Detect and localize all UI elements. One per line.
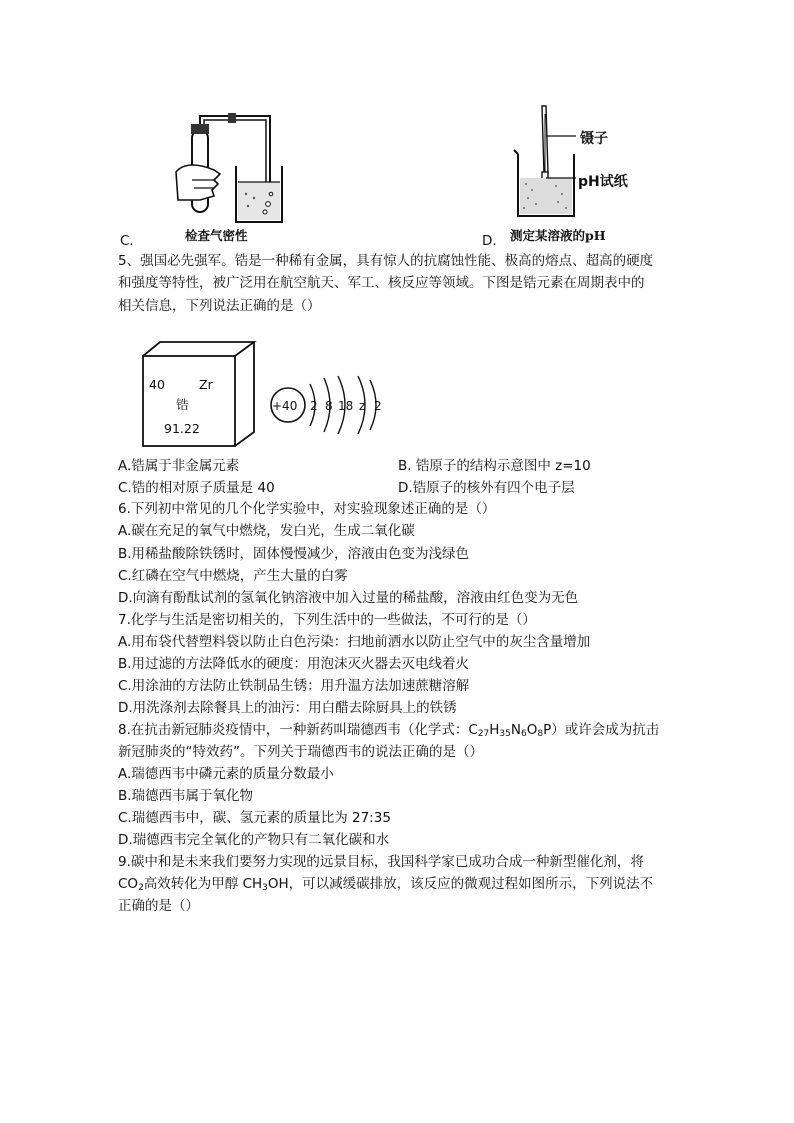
q5-stem-line2: 和强度等特性，被广泛用在航空航天、军工、核反应等领域。下图是锆元素在周期表中的	[118, 275, 645, 291]
q5-stem-line3: 相关信息，下列说法正确的是（）	[118, 298, 321, 314]
q9-text-b: 高效转化为甲醇 CH	[143, 876, 263, 892]
q8-stem-line2: 新冠肺炎的“特效药”。下列关于瑞德西韦的说法正确的是（）	[118, 744, 483, 760]
nucleus-charge: +40	[272, 399, 298, 413]
shell-5: 2	[374, 399, 382, 413]
q9-co2: CO	[118, 876, 139, 892]
q6-option-c: C.红磷在空气中燃烧，产生大量的白雾	[118, 568, 348, 584]
q8-option-b: B.瑞德西韦属于氧化物	[118, 788, 254, 804]
q5-stem-line1: 5、强国必先强军。锆是一种稀有金属，具有惊人的抗腐蚀性能、极高的熔点、超高的硬度	[118, 253, 654, 269]
q8-stem-part-a: 8.在抗击新冠肺炎疫情中，一种新药叫瑞德西韦（化学式：C	[118, 722, 478, 738]
element-atomic-number: 40	[149, 377, 165, 392]
q8-option-c: C.瑞德西韦中，碳、氢元素的质量比为 27:35	[118, 810, 391, 826]
formula-o-symbol: O	[526, 722, 538, 738]
option-c-label: C.	[120, 233, 134, 249]
element-mass: 91.22	[164, 421, 200, 436]
element-name: 锆	[176, 397, 189, 412]
shell-2: 8	[325, 399, 333, 413]
element-symbol: Zr	[199, 377, 213, 392]
option-c-caption: 检查气密性	[185, 228, 248, 243]
q5-option-d: D.锆原子的核外有四个电子层	[398, 480, 575, 496]
q6-option-d: D.向滴有酚酞试剂的氢氧化钠溶液中加入过量的稀盐酸，溶液由红色变为无色	[118, 590, 579, 606]
q5-option-b: B. 锆原子的结构示意图中 z=10	[398, 458, 591, 474]
q8-option-d: D.瑞德西韦完全氧化的产物只有二氧化碳和水	[118, 832, 390, 848]
q7-option-a: A.用布袋代替塑料袋以防止白色污染：扫地前洒水以防止空气中的灰尘含量增加	[118, 634, 591, 650]
q9-stem-line3: 正确的是（）	[118, 898, 199, 914]
q7-stem: 7.化学与生活是密切相关的，下列生活中的一些做法，不可行的是（）	[118, 612, 536, 628]
q5-option-c: C.锆的相对原子质量是 40	[118, 480, 275, 496]
formula-h-count: 35	[499, 729, 511, 739]
q9-ch3-sub: 3	[262, 883, 268, 893]
q5-option-a: A.锆属于非金属元素	[118, 458, 240, 474]
formula-h-symbol: H	[489, 722, 500, 738]
element-cube	[140, 340, 260, 450]
formula-c-count: 27	[477, 729, 490, 739]
tweezers-label: 镊子	[580, 131, 608, 147]
q6-stem: 6.下列初中常见的几个化学实验中，对实验现象述正确的是（）	[118, 501, 496, 517]
shell-3: 18	[338, 399, 354, 413]
q8-option-a: A.瑞德西韦中磷元素的质量分数最小	[118, 766, 334, 782]
q9-text-c: OH，可以减缓碳排放，该反应的微观过程如图所示，下列说法不	[267, 876, 654, 892]
q9-co2-sub: 2	[138, 883, 144, 893]
q6-option-b: B.用稀盐酸除铁锈时，固体慢慢减少，溶液由色变为浅绿色	[118, 546, 470, 562]
q7-option-d: D.用洗涤剂去除餐具上的油污：用白醋去除厨具上的铁锈	[118, 700, 457, 716]
formula-n-symbol: N	[510, 722, 521, 738]
q9-stem-line1: 9.碳中和是未来我们要努力实现的远景目标，我国科学家已成功合成一种新型催化剂，将	[118, 854, 644, 870]
option-d-caption: 测定某溶液的pH	[510, 228, 606, 243]
q7-option-c: C.用涂油的方法防止铁制品生锈：用升温方法加速蔗糖溶解	[118, 678, 470, 694]
option-d-label: D.	[482, 233, 497, 249]
q8-stem-line1	[118, 721, 659, 739]
shell-4: z	[359, 399, 366, 413]
airtightness-figure	[170, 110, 290, 235]
shell-1: 2	[310, 399, 318, 413]
ph-paper-label: pH试纸	[578, 174, 628, 190]
q8-stem-part-b: P）或许会成为抗击	[543, 722, 660, 738]
q6-option-a: A.碳在充足的氧气中燃烧，发白光，生成二氧化碳	[118, 523, 415, 539]
formula-o-count: 8	[537, 729, 544, 739]
q9-stem-line2	[118, 875, 653, 893]
q7-option-b: B.用过滤的方法降低水的硬度：用泡沫灭火器去灭电线着火	[118, 656, 470, 672]
formula-n-count: 6	[520, 729, 527, 739]
